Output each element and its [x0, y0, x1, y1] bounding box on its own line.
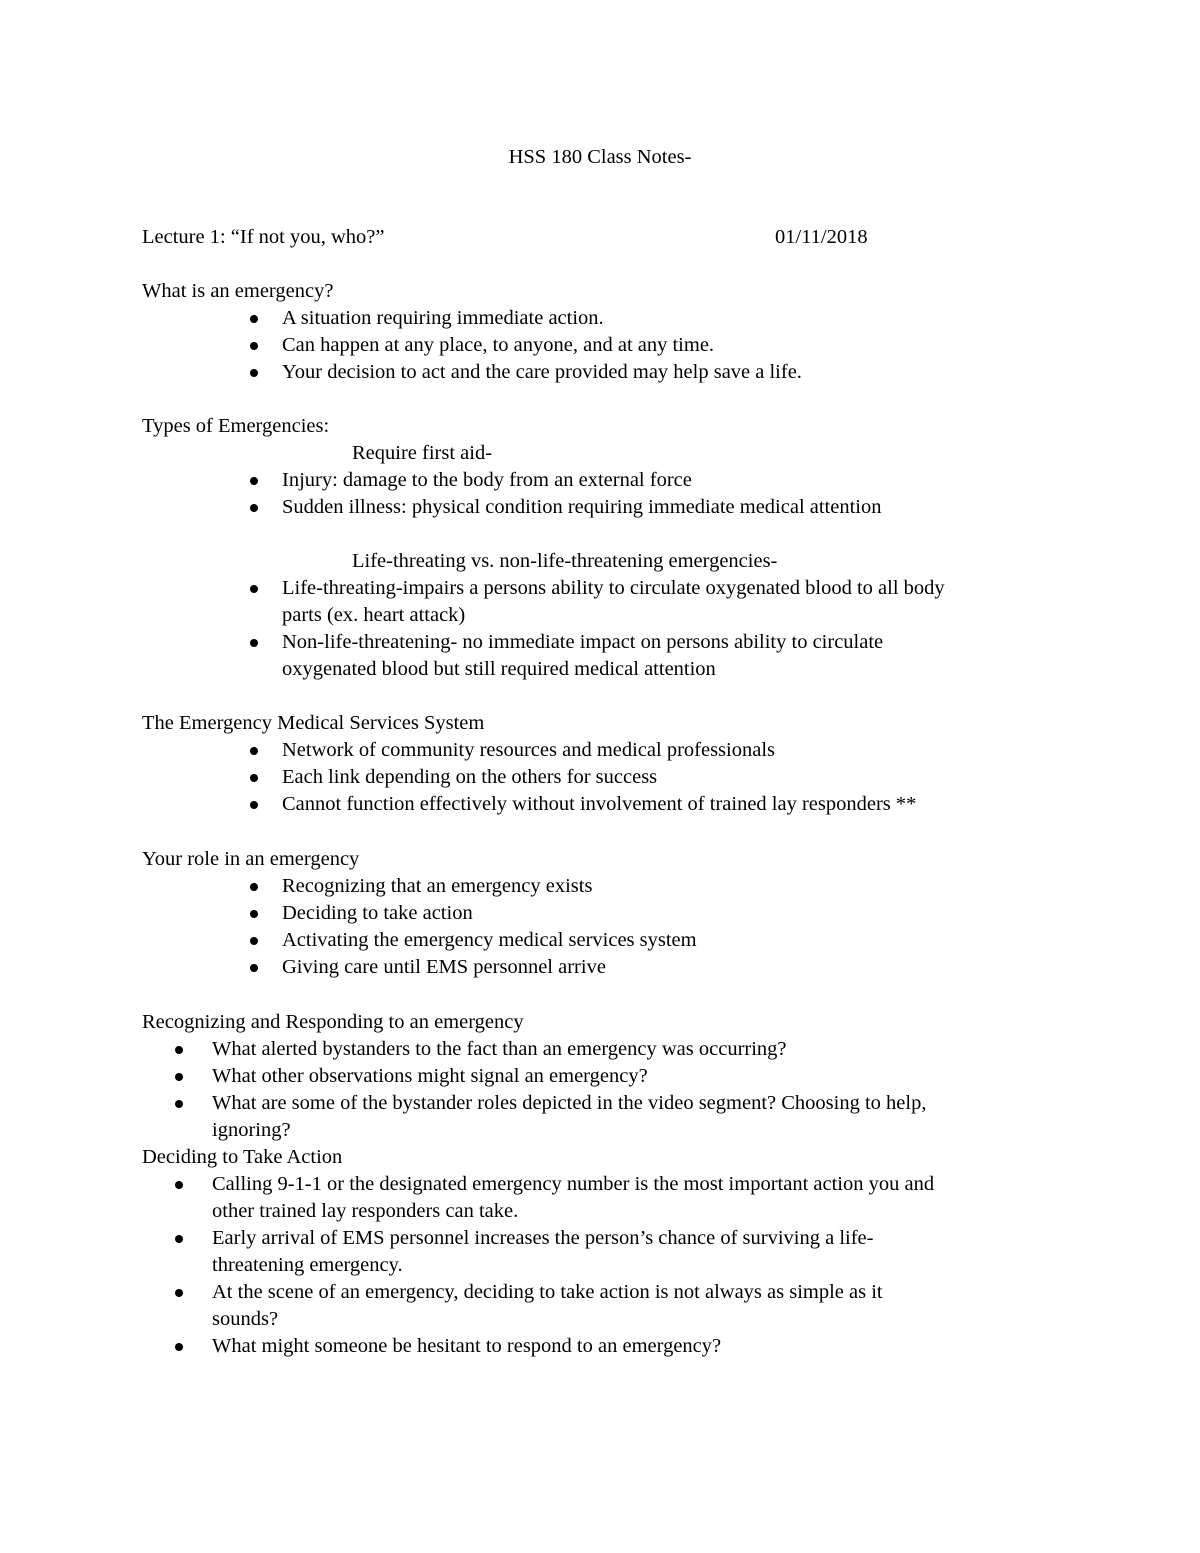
section-heading-emergency: What is an emergency? — [142, 280, 334, 302]
bullet-item — [282, 900, 697, 927]
recognizing-list — [212, 1036, 926, 1144]
lecture-date: 01/11/2018 — [775, 226, 868, 248]
life-threatening-list — [282, 575, 945, 683]
bullet-item — [282, 332, 802, 359]
bullet-text-line: At the scene of an emergency, deciding to take action is not always as simple as it — [212, 1281, 883, 1303]
bullet-item — [282, 494, 882, 521]
section-heading-recognizing: Recognizing and Responding to an emergency — [142, 1011, 524, 1033]
bullet-item — [282, 873, 697, 900]
section-heading-deciding: Deciding to Take Action — [142, 1146, 343, 1168]
bullet-text-line: Sudden illness: physical condition requiring immediate medical attention — [282, 496, 882, 518]
section-heading-ems: The Emergency Medical Services System — [142, 712, 485, 734]
bullet-icon — [175, 1100, 183, 1108]
bullet-text-line: Your decision to act and the care provided may help save a life. — [282, 361, 802, 383]
emergency-list — [282, 305, 802, 386]
bullet-text-line: What other observations might signal an emergency? — [212, 1065, 648, 1087]
bullet-text-line: Each link depending on the others for success — [282, 766, 658, 788]
bullet-icon — [250, 477, 258, 485]
bullet-text-line: Can happen at any place, to anyone, and at any time. — [282, 334, 715, 356]
bullet-icon — [175, 1235, 183, 1243]
bullet-item — [212, 1171, 934, 1225]
bullet-icon — [175, 1343, 183, 1351]
bullet-icon — [250, 801, 258, 809]
section-heading-types: Types of Emergencies: — [142, 415, 330, 437]
bullet-text-line: parts (ex. heart attack) — [282, 604, 466, 626]
bullet-icon — [250, 937, 258, 945]
bullet-icon — [175, 1046, 183, 1054]
first-aid-list — [282, 467, 882, 521]
bullet-text-line: ignoring? — [212, 1119, 291, 1141]
bullet-icon — [250, 747, 258, 755]
bullet-text-line: threatening emergency. — [212, 1254, 403, 1276]
subheading-first-aid: Require first aid- — [352, 442, 493, 464]
lecture-title: Lecture 1: “If not you, who?” — [142, 226, 385, 248]
bullet-icon — [250, 504, 258, 512]
bullet-icon — [250, 315, 258, 323]
bullet-text-line: Calling 9-1-1 or the designated emergency number is the most important action you and — [212, 1173, 935, 1195]
bullet-text-line: Non-life-threatening- no immediate impact on persons ability to circulate — [282, 631, 884, 653]
bullet-icon — [250, 910, 258, 918]
bullet-item — [212, 1063, 926, 1090]
bullet-icon — [175, 1181, 183, 1189]
bullet-text-line: What might someone be hesitant to respond to an emergency? — [212, 1335, 722, 1357]
subheading-life-threatening: Life-threating vs. non-life-threatening emergencies- — [352, 550, 778, 572]
bullet-text-line: Activating the emergency medical services system — [282, 929, 697, 951]
bullet-text-line: Deciding to take action — [282, 902, 473, 924]
bullet-text-line: What alerted bystanders to the fact than an emergency was occurring? — [212, 1038, 787, 1060]
bullet-item — [282, 927, 697, 954]
bullet-text-line: Life-threating-impairs a persons ability to circulate oxygenated blood to all body — [282, 577, 945, 599]
bullet-text-line: Early arrival of EMS personnel increases the person’s chance of surviving a life- — [212, 1227, 874, 1249]
bullet-item — [282, 629, 945, 683]
bullet-item — [212, 1225, 934, 1279]
bullet-item — [212, 1090, 926, 1144]
bullet-item — [282, 737, 916, 764]
role-list — [282, 873, 697, 981]
bullet-icon — [175, 1289, 183, 1297]
bullet-item — [282, 305, 802, 332]
bullet-item — [212, 1333, 934, 1360]
bullet-item — [282, 575, 945, 629]
section-heading-role: Your role in an emergency — [142, 848, 360, 870]
bullet-item — [282, 764, 916, 791]
bullet-item — [282, 954, 697, 981]
page-title: HSS 180 Class Notes- — [508, 146, 692, 168]
deciding-list — [212, 1171, 934, 1360]
bullet-text-line: oxygenated blood but still required medical attention — [282, 658, 716, 680]
bullet-text-line: A situation requiring immediate action. — [282, 307, 604, 329]
bullet-item — [282, 359, 802, 386]
bullet-text-line: other trained lay responders can take. — [212, 1200, 519, 1222]
bullet-icon — [250, 585, 258, 593]
bullet-text-line: Cannot function effectively without involvement of trained lay responders ** — [282, 793, 917, 815]
bullet-icon — [250, 342, 258, 350]
bullet-icon — [250, 883, 258, 891]
bullet-icon — [175, 1073, 183, 1081]
bullet-icon — [250, 964, 258, 972]
bullet-text-line: sounds? — [212, 1308, 279, 1330]
bullet-text-line: Giving care until EMS personnel arrive — [282, 956, 606, 978]
bullet-item — [212, 1036, 926, 1063]
bullet-icon — [250, 369, 258, 377]
bullet-item — [212, 1279, 934, 1333]
ems-list — [282, 737, 916, 818]
bullet-icon — [250, 774, 258, 782]
bullet-item — [282, 467, 882, 494]
bullet-icon — [250, 639, 258, 647]
bullet-text-line: What are some of the bystander roles depicted in the video segment? Choosing to help, — [212, 1092, 927, 1114]
bullet-item — [282, 791, 916, 818]
bullet-text-line: Injury: damage to the body from an external force — [282, 469, 692, 491]
bullet-text-line: Network of community resources and medical professionals — [282, 739, 776, 761]
bullet-text-line: Recognizing that an emergency exists — [282, 875, 593, 897]
